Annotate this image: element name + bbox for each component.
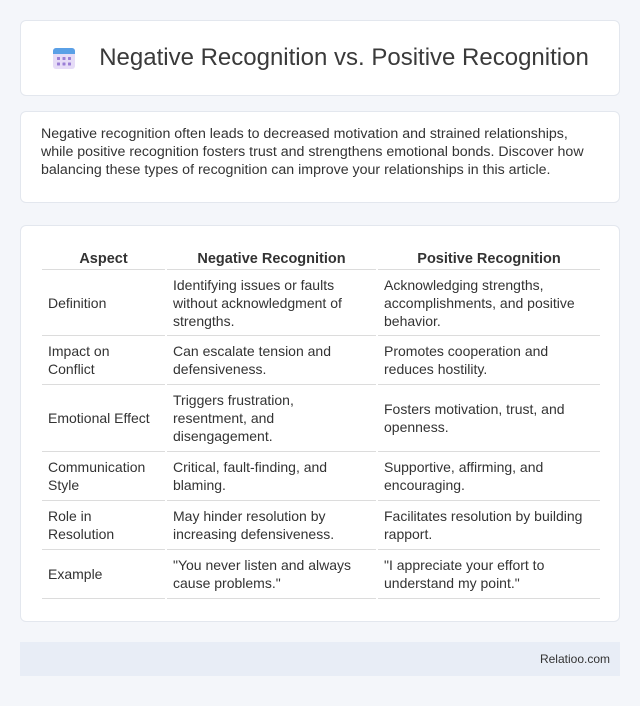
positive-cell: Supportive, affirming, and encouraging. — [378, 452, 600, 501]
aspect-cell: Communication Style — [42, 452, 165, 501]
aspect-cell: Emotional Effect — [42, 385, 165, 452]
positive-cell: Facilitates resolution by building rapport. — [378, 501, 600, 550]
column-header: Negative Recognition — [167, 246, 376, 270]
table-header-row — [42, 246, 600, 270]
table-row — [42, 336, 600, 385]
negative-cell: May hinder resolution by increasing defensiveness. — [167, 501, 376, 550]
aspect-cell: Role in Resolution — [42, 501, 165, 550]
comparison-table — [40, 246, 602, 599]
calendar-icon — [51, 45, 77, 71]
intro-text: Negative recognition often leads to decreased motivation and strained relationships, while positive recognition fosters trust and strengthens emotional bonds. Discover how balancing these types of recognition can improve your relationships in this article. — [41, 126, 584, 178]
table-row — [42, 501, 600, 550]
negative-cell: Identifying issues or faults without acknowledgment of strengths. — [167, 270, 376, 336]
positive-cell: Promotes cooperation and reduces hostility. — [378, 336, 600, 385]
aspect-cell: Example — [42, 550, 165, 599]
negative-cell: Triggers frustration, resentment, and disengagement. — [167, 385, 376, 452]
footer — [20, 642, 620, 676]
table-row — [42, 550, 600, 599]
table-row — [42, 385, 600, 452]
intro-card — [20, 111, 620, 203]
page-title: Negative Recognition vs. Positive Recognition — [99, 44, 589, 71]
table-row — [42, 270, 600, 336]
aspect-cell: Impact on Conflict — [42, 336, 165, 385]
positive-cell: "I appreciate your effort to understand my point." — [378, 550, 600, 599]
column-header: Positive Recognition — [378, 246, 600, 270]
column-header: Aspect — [42, 246, 165, 270]
comparison-table-card — [20, 225, 620, 622]
table-row — [42, 452, 600, 501]
negative-cell: "You never listen and always cause problems." — [167, 550, 376, 599]
positive-cell: Acknowledging strengths, accomplishments, and positive behavior. — [378, 270, 600, 336]
title-card — [20, 20, 620, 96]
footer-brand[interactable]: Relatioo.com — [539, 652, 610, 666]
positive-cell: Fosters motivation, trust, and openness. — [378, 385, 600, 452]
negative-cell: Can escalate tension and defensiveness. — [167, 336, 376, 385]
aspect-cell: Definition — [42, 270, 165, 336]
negative-cell: Critical, fault-finding, and blaming. — [167, 452, 376, 501]
